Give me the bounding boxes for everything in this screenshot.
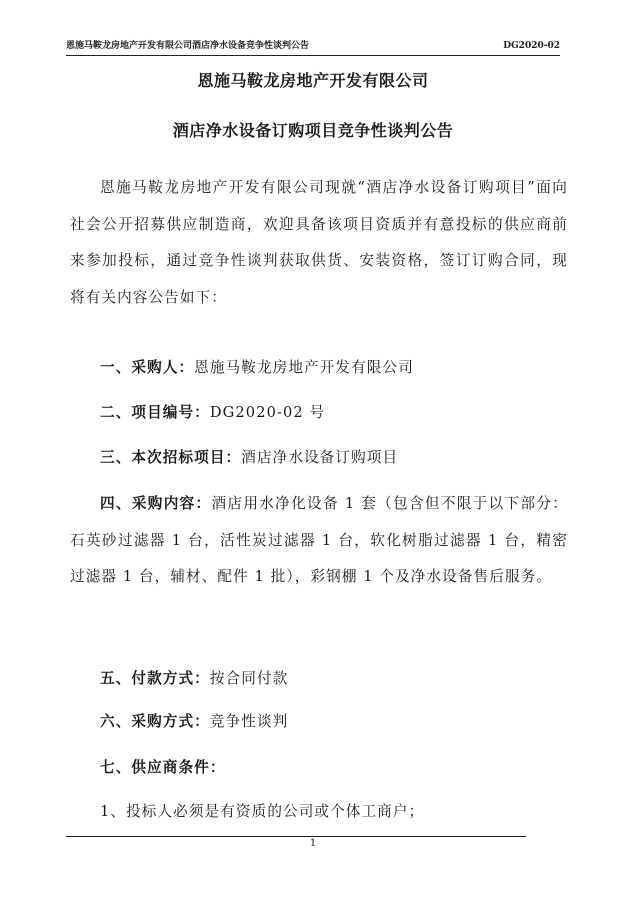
section-label: 六、采购方式： <box>100 713 210 730</box>
section-project-number <box>100 401 568 422</box>
section-supplier-conditions <box>100 756 568 777</box>
section-value: 恩施马鞍龙房地产开发有限公司 <box>194 359 414 376</box>
page-header <box>66 38 560 51</box>
section-purchaser <box>100 356 568 377</box>
page-number: 1 <box>309 838 317 849</box>
section-value: 竞争性谈判 <box>209 713 289 730</box>
section-label: 二、项目编号： <box>100 404 210 421</box>
section-label: 七、供应商条件： <box>100 759 226 776</box>
section-label: 五、付款方式： <box>100 670 210 687</box>
section-value: 酒店净水设备订购项目 <box>241 449 399 466</box>
intro-paragraph: 恩施马鞍龙房地产开发有限公司现就“酒店净水设备订购项目”面向社会公开招募供应制造商，欢迎具备该项目资质并有意投标的供应商前来参加投标，通过竞争性谈判获取供货、安装资格，签订订购合同，现将有关内容公告如下： <box>70 179 568 306</box>
section-procurement-content <box>70 486 568 596</box>
condition-item-1: 1、投标人必须是有资质的公司或个体工商户； <box>100 803 425 820</box>
footer-divider <box>66 836 526 837</box>
header-title: 恩施马鞍龙房地产开发有限公司酒店净水设备竞争性谈判公告 <box>66 41 310 51</box>
section-project <box>100 446 568 467</box>
section-value: DG2020-02 号 <box>209 404 326 421</box>
section-procurement-method <box>100 710 568 731</box>
company-title: 恩施马鞍龙房地产开发有限公司 <box>197 71 429 90</box>
notice-title: 酒店净水设备订购项目竞争性谈判公告 <box>172 121 454 140</box>
section-label: 一、采购人： <box>100 359 195 376</box>
section-label: 四、采购内容： <box>100 495 212 512</box>
section-label: 三、本次招标项目： <box>100 449 242 466</box>
section-payment <box>100 667 568 688</box>
header-doc-number: DG2020-02 <box>503 41 560 51</box>
section-value: 酒店用水净化设备 1 套（包含但不限于以下部分：石英砂过滤器 1 台，活性炭过滤器 1 台，软化树脂过滤器 1 台，精密过滤器 1 台，辅材、配件 1 批），彩钢棚 1 个及净水设备售后服务。 <box>70 495 569 585</box>
section-value: 按合同付款 <box>209 670 289 687</box>
header-divider <box>66 55 560 56</box>
